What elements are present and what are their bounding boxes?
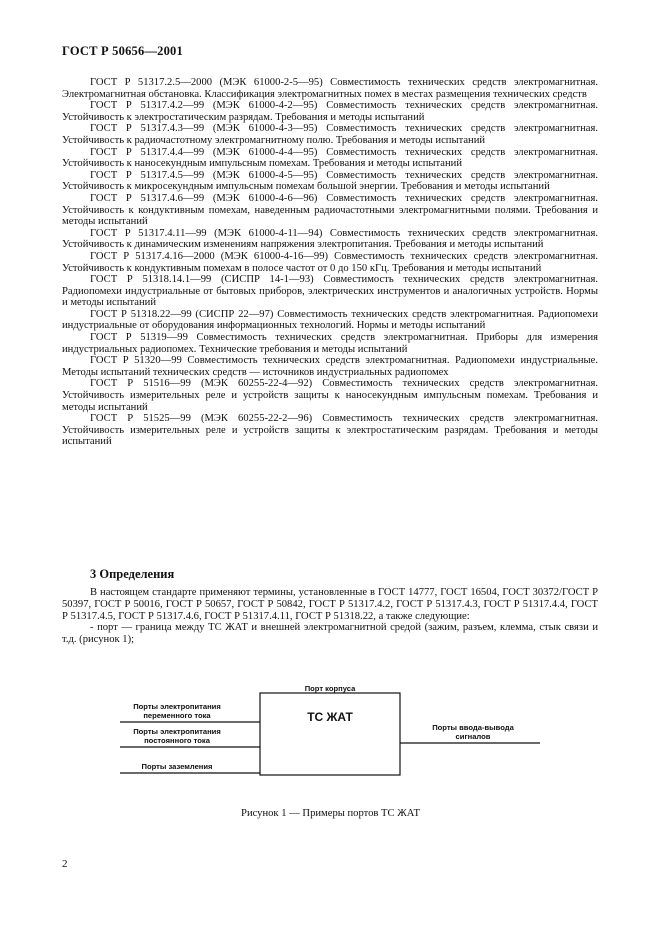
signal-port-label-line2: сигналов: [455, 732, 491, 741]
reference-item: ГОСТ Р 51317.4.4—99 (МЭК 61000-4-4—95) Совместимость технических средств электромагнитная. Устойчивость к наносекундным импульсным помехам. Требования и методы испытаний: [62, 146, 598, 170]
figure-caption: Рисунок 1 — Примеры портов ТС ЖАТ: [241, 808, 420, 819]
reference-item: ГОСТ Р 51317.4.5—99 (МЭК 61000-4-5—95) Совместимость технических средств электромагнитная. Устойчивость к микросекундным импульсным помехам большой энергии. Требования и методы испытаний: [62, 169, 598, 193]
ground-port-label: [122, 762, 232, 771]
reference-item: ГОСТ Р 51318.22—99 (СИСПР 22—97) Совместимость технических средств электромагнитная. Радиопомехи индустриальные от оборудования информационных технологий. Нормы и методы испытаний: [62, 308, 598, 332]
device-box-label: ТС ЖАТ: [307, 710, 353, 724]
dc-port-label-line2: постоянного тока: [144, 736, 210, 745]
reference-item: ГОСТ Р 51317.4.16—2000 (МЭК 61000-4-16—99) Совместимость технических средств электромагнитная. Устойчивость к кондуктивным помехам в полосе частот от 0 до 150 кГц. Требования и методы испытаний: [62, 250, 598, 274]
definitions-text: [62, 587, 598, 646]
enclosure-port-label: Порт корпуса: [304, 684, 356, 693]
ac-port-label-line2: переменного тока: [143, 711, 211, 720]
ac-port-label: [122, 702, 232, 720]
document-header: ГОСТ Р 50656—2001: [62, 44, 183, 58]
dc-port-label: [122, 727, 232, 745]
reference-item: ГОСТ Р 51317.4.11—99 (МЭК 61000-4-11—94) Совместимость технических средств электромагнитная. Устойчивость к динамическим изменениям напряжения электропитания. Требования и методы испытаний: [62, 227, 598, 251]
reference-item: ГОСТ Р 51319—99 Совместимость технических средств электромагнитная. Приборы для измерения индустриальных радиопомех. Технические требования и методы испытаний: [62, 332, 598, 355]
page-number: 2: [62, 858, 68, 870]
reference-item: ГОСТ Р 51317.4.2—99 (МЭК 61000-4-2—95) Совместимость технических средств электромагнитная. Устойчивость к электростатическим разрядам. Требования и методы испытаний: [62, 100, 598, 123]
reference-item: ГОСТ Р 51317.4.3—99 (МЭК 61000-4-3—95) Совместимость технических средств электромагнитная. Устойчивость к радиочастотному электромагнитному полю. Требования и методы испытаний: [62, 123, 598, 146]
figure-ports-diagram: [0, 670, 661, 820]
reference-item: ГОСТ Р 51320—99 Совместимость технических средств электромагнитная. Радиопомехи индустриальные. Методы испытаний технических средств — источников индустриальных радиопомех: [62, 355, 598, 378]
reference-item: ГОСТ Р 51317.2.5—2000 (МЭК 61000-2-5—95) Совместимость технических средств электромагнитная. Электромагнитная обстановка. Классификация электромагнитных помех в местах размещения технических средств: [62, 77, 598, 100]
reference-item: ГОСТ Р 51318.14.1—99 (СИСПР 14-1—93) Совместимость технических средств электромагнитная. Радиопомехи индустриальные от бытовых приборов, электрических инструментов и аналогичных устройств. Нормы и методы испытаний: [62, 274, 598, 309]
ground-port-label-line1: Порты заземления: [141, 762, 213, 771]
definition-port: - порт — граница между ТС ЖАТ и внешней электромагнитной средой (зажим, разъем, клемма, стык связи и т.д. (рисунок 1);: [62, 622, 598, 646]
ac-port-label-line1: Порты электропитания: [133, 702, 221, 711]
references-list: [62, 77, 598, 448]
device-box: [260, 693, 400, 775]
signal-port-label: [418, 723, 528, 741]
definitions-intro: В настоящем стандарте применяют термины, установленные в ГОСТ 14777, ГОСТ 16504, ГОСТ 30372/ГОСТ Р 50397, ГОСТ Р 50016, ГОСТ Р 50657, ГОСТ Р 50842, ГОСТ Р 51317.4.2, ГОСТ Р 51317.4.3, ГОСТ Р 51317.4.4, ГОСТ Р 51317.4.5, ГОСТ Р 51317.4.6, ГОСТ Р 51317.4.11, ГОСТ Р 51318.22, а также следующие:: [62, 587, 598, 622]
section-title: 3 Определения: [90, 567, 175, 581]
signal-port-label-line1: Порты ввода-вывода: [432, 723, 514, 732]
dc-port-label-line1: Порты электропитания: [133, 727, 221, 736]
reference-item: ГОСТ Р 51525—99 (МЭК 60255-22-2—96) Совместимость технических средств электромагнитная. Устойчивость измерительных реле и устройств защиты к электростатическим разрядам. Требования и методы испытаний: [62, 413, 598, 448]
reference-item: ГОСТ Р 51317.4.6—99 (МЭК 61000-4-6—96) Совместимость технических средств электромагнитная. Устойчивость к кондуктивным помехам, наведенным радиочастотными электромагнитными полями. Требования и методы испытаний: [62, 192, 598, 228]
reference-item: ГОСТ Р 51516—99 (МЭК 60255-22-4—92) Совместимость технических средств электромагнитная. Устойчивость измерительных реле и устройств защиты к наносекундным импульсным помехам. Требования и методы испытаний: [62, 378, 598, 413]
